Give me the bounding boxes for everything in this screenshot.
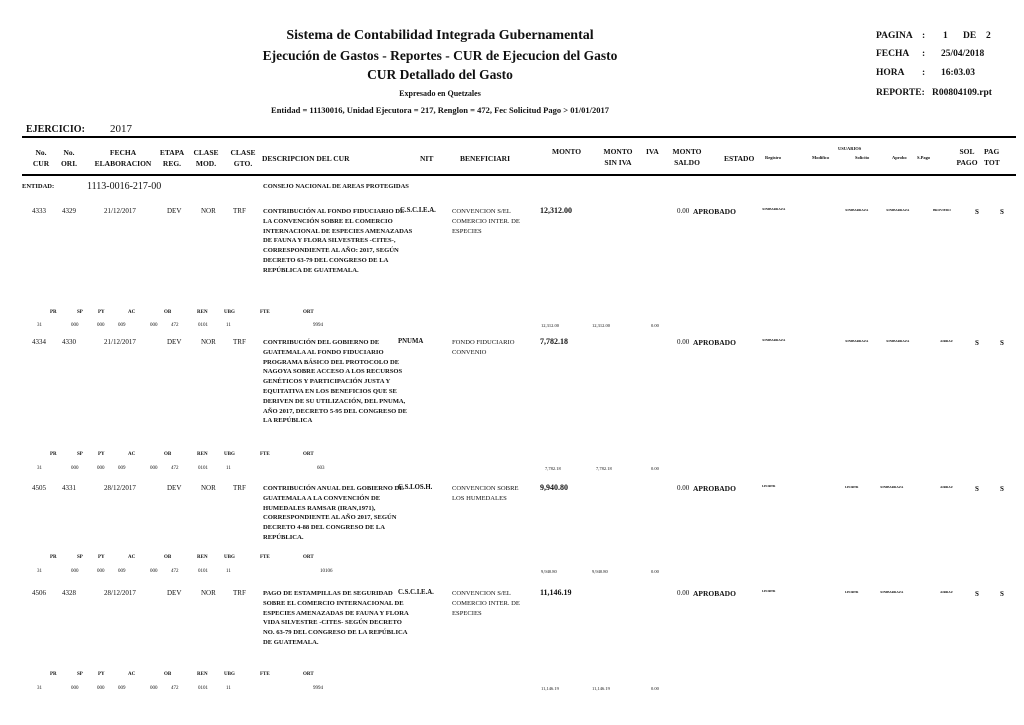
ejercicio-label: EJERCICIO:: [26, 124, 85, 135]
sub-sp: SP: [77, 452, 83, 457]
sub-val-sp: 000: [71, 466, 79, 471]
row-saldo: 0.00: [677, 338, 690, 346]
sub-val-ubg: 0101: [198, 686, 208, 691]
col-estado: ESTADO: [724, 154, 755, 163]
sub-ac: AC: [128, 452, 136, 457]
entidad-label: ENTIDAD:: [22, 183, 55, 190]
sub-val-ort: 9994: [313, 323, 323, 328]
col-s-pago: S.Pago: [917, 155, 931, 160]
row-no-cur: 4505: [32, 484, 46, 492]
row-beneficiario: CONVENCION SOBRE LOS HUMEDALES: [452, 485, 519, 502]
row-sol-pago: S: [975, 485, 979, 493]
col-sol-pago: SOL PAGO: [956, 147, 978, 167]
row-clase-mod: NOR: [201, 484, 216, 492]
row-user-solicito: LPORTR: [845, 485, 859, 489]
de-value: 2: [986, 31, 991, 41]
sub-val-sp: 000: [71, 686, 79, 691]
row-descripcion: PAGO DE ESTAMPILLAS DE SEGURIDAD SOBRE EL COMERCIO INTERNACIONAL DE ESPECIES AMENAZADAS DE FAUNA Y FLORA VIDA SILVESTRE -CITES- SEGÚN DECRETO NO. 63-79 DEL CONGRESO DE LA REPÚBLICA DE GUATEMALA.: [263, 590, 409, 646]
sub-val-fte: 11: [226, 323, 231, 328]
sub-py: PY: [98, 452, 105, 457]
col-usuarios: USUARIOS: [838, 146, 862, 151]
col-clase-gto: CLASE GTO.: [230, 148, 256, 168]
sub-val-pr: 31: [37, 686, 42, 691]
row-user-registro: LPORTR: [762, 589, 776, 593]
sub-val-py: 000: [97, 686, 105, 691]
sub-val-pr: 31: [37, 569, 42, 574]
sub-val-ubg: 0101: [198, 466, 208, 471]
row-user-aprobo: XINIBARRAZA: [880, 485, 904, 489]
row-sol-pago: S: [975, 590, 979, 598]
sub-ort: ORT: [303, 672, 314, 677]
sub-val-pr: 31: [37, 466, 42, 471]
row-nit: C.S.C.I.E.A.: [400, 207, 436, 214]
report-filter: Entidad = 11130016, Unidad Ejecutora = 217, Renglon = 472, Fec Solicitud Pago > 01/01/2017: [271, 105, 609, 115]
sub-py: PY: [98, 310, 105, 315]
sub-val-fte: 11: [226, 569, 231, 574]
sub-val-ac: 009: [118, 323, 126, 328]
reporte-label: REPORTE:: [876, 88, 925, 98]
row-no-ori: 4331: [62, 484, 76, 492]
row-no-cur: 4506: [32, 589, 46, 597]
sub-sp: SP: [77, 310, 83, 315]
row-estado: APROBADO: [693, 338, 736, 347]
row-iva-detail: 0.00: [651, 686, 659, 691]
row-etapa: DEV: [167, 207, 182, 215]
report-title-system: Sistema de Contabilidad Integrada Gubernamental: [286, 28, 594, 43]
report-subtitle: Expresado en Quetzales: [399, 89, 481, 98]
row-pag-tot: S: [1000, 590, 1004, 598]
reporte-value: R00804109.rpt: [932, 88, 992, 98]
row-descripcion: CONTRIBUCIÓN DEL GOBIERNO DE GUATEMALA AL FONDO FIDUCIARIO PROGRAMA BÁSICO DEL PROTOCOLO DE NAGOYA SOBRE ACCESO A LOS RECURSOS GENÉTICOS Y PARTICIPACIÓN JUSTA Y EQUITATIVA EN LOS BENEFICIOS QUE SE DERIVEN DE SU UTILIZACIÓN, DEL PNUMA, AÑO 2017, DECRETO 5-95 DEL CONGRESO DE LA REPÚBLICA: [263, 339, 408, 425]
sub-val-ren: 472: [171, 466, 179, 471]
col-aprobo: Aprobo: [892, 155, 907, 160]
sub-val-ort: 10106: [320, 569, 333, 574]
row-iva-detail: 0.00: [651, 466, 659, 471]
sub-ob: OB: [164, 555, 172, 560]
col-etapa: ETAPA REG.: [159, 148, 185, 168]
row-sin-iva-detail: 11,146.19: [592, 686, 610, 691]
row-clase-gto: TRF: [233, 207, 246, 215]
sub-ob: OB: [164, 672, 172, 677]
sub-val-ac: 009: [118, 569, 126, 574]
row-monto-detail: 7,782.18: [545, 466, 561, 471]
row-estado: APROBADO: [693, 589, 736, 598]
row-user-s-pago: AIRRAZ: [940, 339, 953, 343]
sub-ac: AC: [128, 310, 136, 315]
sub-pr: PR: [50, 555, 57, 560]
sub-ren: REN: [197, 672, 208, 677]
col-descripcion: DESCRIPCION DEL CUR: [262, 154, 350, 163]
row-clase-mod: NOR: [201, 207, 216, 215]
sub-val-py: 000: [97, 569, 105, 574]
sub-ort: ORT: [303, 452, 314, 457]
row-no-ori: 4328: [62, 589, 76, 597]
col-clase-mod: CLASE MOD.: [193, 148, 219, 168]
row-user-registro: XINIBARRAZA: [762, 338, 786, 342]
row-user-s-pago: AIRRAZ: [940, 485, 953, 489]
row-user-aprobo: XINIBARRAZA: [880, 590, 904, 594]
hora-sep: :: [922, 68, 926, 78]
row-sol-pago: S: [975, 208, 979, 216]
sub-val-ort: 603: [317, 466, 325, 471]
sub-val-ren: 472: [171, 569, 179, 574]
col-monto: MONTO: [552, 147, 582, 156]
row-no-cur: 4333: [32, 207, 46, 215]
row-fecha: 21/12/2017: [104, 338, 136, 346]
row-etapa: DEV: [167, 484, 182, 492]
row-user-s-pago: AIRRAZ: [940, 590, 953, 594]
row-monto-detail: 9,940.80: [541, 569, 557, 574]
sub-pr: PR: [50, 672, 57, 677]
entidad-code: 1113-0016-217-00: [87, 181, 162, 192]
row-saldo: 0.00: [677, 589, 690, 597]
row-fecha: 28/12/2017: [104, 484, 136, 492]
row-saldo: 0.00: [677, 207, 690, 215]
row-clase-mod: NOR: [201, 338, 216, 346]
row-monto: 9,940.80: [540, 483, 568, 492]
pagina-label: PAGINA: [876, 31, 913, 41]
sub-ubg: UBG: [224, 310, 235, 315]
sub-val-ort: 9994: [313, 686, 323, 691]
sub-val-sp: 000: [71, 323, 79, 328]
sub-val-ubg: 0101: [198, 323, 208, 328]
sub-val-ac: 009: [118, 466, 126, 471]
row-clase-gto: TRF: [233, 589, 246, 597]
pagina-sep: :: [922, 31, 926, 41]
col-pag-tot: PAG TOT: [984, 147, 1000, 167]
row-no-ori: 4329: [62, 207, 76, 215]
sub-val-ob: 000: [150, 323, 158, 328]
row-nit: PNUMA: [398, 338, 424, 345]
row-estado: APROBADO: [693, 207, 736, 216]
sub-ac: AC: [128, 555, 136, 560]
row-descripcion: CONTRIBUCIÓN AL FONDO FIDUCIARIO DE LA CONVENCIÓN SOBRE EL COMERCIO INTERNACIONAL DE ESPECIES AMENAZADAS DE FAUNA Y FLORA SILVESTRES -CITES-, CORRESPONDIENTE AL AÑO: 2017, SEGÚN DECRETO 63-79 DEL CONGRESO DE LA REPÚBLICA DE GUATEMALA.: [263, 208, 413, 274]
row-sol-pago: S: [975, 339, 979, 347]
row-saldo: 0.00: [677, 484, 690, 492]
row-user-registro: XINIBARRAZA: [762, 207, 786, 211]
sub-pr: PR: [50, 310, 57, 315]
row-user-s-pago: BROVIEDO: [933, 208, 951, 212]
sub-val-py: 000: [97, 466, 105, 471]
col-monto-sin-iva: MONTO SIN IVA: [603, 147, 633, 167]
sub-fte: FTE: [260, 672, 270, 677]
sub-val-ac: 009: [118, 686, 126, 691]
sub-val-ubg: 0101: [198, 569, 208, 574]
header-top-rule: [22, 136, 1016, 138]
sub-val-ren: 472: [171, 323, 179, 328]
col-modifico: Modifico: [812, 155, 830, 160]
sub-ort: ORT: [303, 310, 314, 315]
sub-py: PY: [98, 672, 105, 677]
sub-ren: REN: [197, 310, 208, 315]
row-clase-mod: NOR: [201, 589, 216, 597]
sub-ob: OB: [164, 310, 172, 315]
sub-ubg: UBG: [224, 452, 235, 457]
row-clase-gto: TRF: [233, 484, 246, 492]
col-iva: IVA: [646, 147, 659, 156]
row-user-registro: LPORTR: [762, 484, 776, 488]
ejercicio-value: 2017: [110, 123, 132, 135]
row-nit: C.S.C.I.E.A.: [398, 589, 434, 596]
hora-label: HORA: [876, 68, 905, 78]
col-registro: Registro: [765, 155, 782, 160]
pagina-value: 1: [943, 31, 948, 41]
col-no-ori: No. ORI.: [60, 148, 78, 168]
row-pag-tot: S: [1000, 339, 1004, 347]
row-sin-iva-detail: 9,940.80: [592, 569, 608, 574]
sub-val-py: 000: [97, 323, 105, 328]
row-beneficiario: CONVENCION S/EL COMERCIO INTER. DE ESPECIES: [452, 208, 520, 235]
row-user-aprobo: XINIBARRAZA: [886, 208, 910, 212]
sub-fte: FTE: [260, 310, 270, 315]
row-etapa: DEV: [167, 589, 182, 597]
row-pag-tot: S: [1000, 208, 1004, 216]
col-no-cur: No. CUR: [32, 148, 50, 168]
row-pag-tot: S: [1000, 485, 1004, 493]
row-descripcion: CONTRIBUCIÓN ANUAL DEL GOBIERNO DE GUATEMALA A LA CONVENCIÓN DE HUMEDALES RAMSAR (IRAN,1971), CORRESPONDIENTE AL AÑO 2017, SEGÚN DECRETO 4-88 DEL CONGRESO DE LA REPÚBLICA.: [263, 485, 404, 541]
fecha-value: 25/04/2018: [941, 49, 985, 59]
sub-val-fte: 11: [226, 686, 231, 691]
row-user-solicito: XINIBARRAZA: [845, 339, 869, 343]
sub-val-ob: 000: [150, 686, 158, 691]
sub-pr: PR: [50, 452, 57, 457]
row-iva-detail: 0.00: [651, 569, 659, 574]
row-user-aprobo: XINIBARRAZA: [886, 339, 910, 343]
row-monto-detail: 11,146.19: [541, 686, 559, 691]
report-title-name: CUR Detallado del Gasto: [367, 67, 513, 82]
row-no-ori: 4330: [62, 338, 76, 346]
sub-fte: FTE: [260, 452, 270, 457]
de-label: DE: [963, 31, 977, 41]
sub-val-ren: 472: [171, 686, 179, 691]
row-no-cur: 4334: [32, 338, 46, 346]
header-bottom-rule: [22, 174, 1016, 176]
sub-val-ob: 000: [150, 569, 158, 574]
row-fecha: 21/12/2017: [104, 207, 136, 215]
sub-ren: REN: [197, 452, 208, 457]
row-monto: 12,312.00: [540, 206, 572, 215]
sub-val-ob: 000: [150, 466, 158, 471]
sub-ob: OB: [164, 452, 172, 457]
col-monto-saldo: MONTO SALDO: [672, 147, 702, 167]
row-monto: 11,146.19: [540, 588, 572, 597]
col-solicito: Solicito: [855, 155, 870, 160]
row-user-solicito: LPORTR: [845, 590, 859, 594]
sub-val-sp: 000: [71, 569, 79, 574]
row-fecha: 28/12/2017: [104, 589, 136, 597]
sub-ubg: UBG: [224, 555, 235, 560]
sub-fte: FTE: [260, 555, 270, 560]
report-title-module: Ejecución de Gastos - Reportes - CUR de Ejecucion del Gasto: [262, 48, 618, 63]
fecha-sep: :: [922, 49, 926, 59]
sub-ubg: UBG: [224, 672, 235, 677]
row-estado: APROBADO: [693, 484, 736, 493]
row-monto-detail: 12,312.00: [541, 323, 559, 328]
row-monto: 7,782.18: [540, 337, 568, 346]
col-nit: NIT: [420, 154, 434, 163]
row-etapa: DEV: [167, 338, 182, 346]
sub-ren: REN: [197, 555, 208, 560]
fecha-label: FECHA: [876, 49, 910, 59]
row-beneficiario: CONVENCION S/EL COMERCIO INTER. DE ESPECIES: [452, 590, 520, 617]
row-clase-gto: TRF: [233, 338, 246, 346]
sub-sp: SP: [77, 555, 83, 560]
row-beneficiario: FONDO FIDUCIARIO CONVENIO: [452, 339, 515, 356]
sub-val-pr: 31: [37, 323, 42, 328]
row-sin-iva-detail: 7,782.18: [596, 466, 612, 471]
sub-ac: AC: [128, 672, 136, 677]
sub-val-fte: 11: [226, 466, 231, 471]
row-nit: C.S.LOS.H.: [398, 484, 433, 491]
sub-ort: ORT: [303, 555, 314, 560]
sub-sp: SP: [77, 672, 83, 677]
col-beneficiario: BENEFICIARI: [460, 154, 511, 163]
row-sin-iva-detail: 12,312.00: [592, 323, 610, 328]
hora-value: 16:03.03: [941, 68, 976, 78]
sub-py: PY: [98, 555, 105, 560]
row-user-solicito: XINIBARRAZA: [845, 208, 869, 212]
col-fecha: FECHA ELABORACION: [94, 148, 152, 168]
entidad-name: CONSEJO NACIONAL DE AREAS PROTEGIDAS: [263, 183, 409, 190]
row-iva-detail: 0.00: [651, 323, 659, 328]
